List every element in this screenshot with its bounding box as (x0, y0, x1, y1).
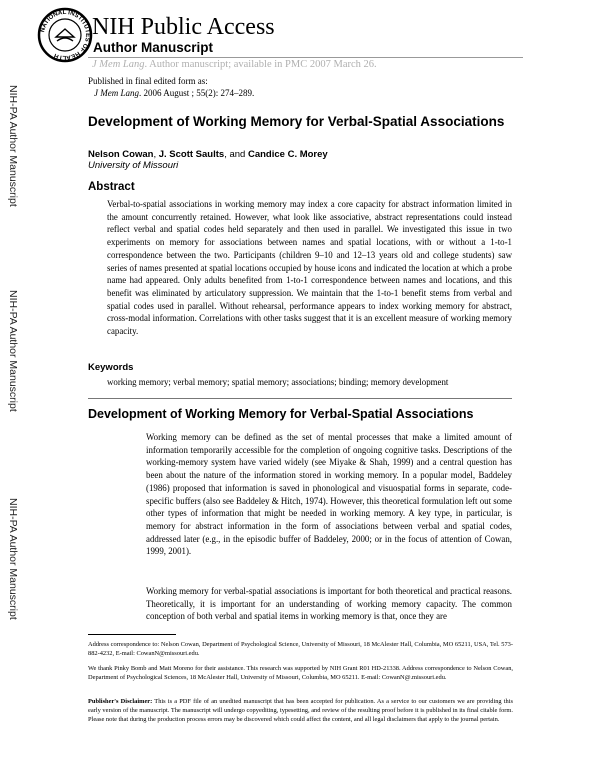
availability-note (92, 59, 377, 70)
author-saults: J. Scott Saults (158, 149, 225, 160)
section-heading: Development of Working Memory for Verbal-Spatial Associations (88, 407, 474, 421)
publication-info (88, 75, 254, 99)
body-paragraph-2: Working memory for verbal-spatial associations is important for both theoretical and practical reasons. Theoretically, it is important for an understanding of working memory capacity. The common conception of both verbal and spatial items in working memory is that, once they are (146, 586, 512, 622)
nih-logo (37, 7, 93, 63)
abstract-heading: Abstract (88, 181, 135, 193)
header-divider (88, 57, 523, 58)
publication-citation: . 2006 August ; 55(2): 274–289. (139, 88, 255, 98)
body-paragraph-1: Working memory can be defined as the set of mental processes that make a limited amount of information temporarily accessible for the completion of ongoing cognitive tasks. Descriptions of the working-memory system have varied widely (see Miyake & Shah, 1999) and a central question has been about the nature of the information stored in working memory. In a popular model, Baddeley (1986) proposed that information is saved in phonological and visuospatial forms in separate, code-specific buffers (also see Baddeley & Hitch, 1974). However, this theoretical formulation left out some other types of information that might be needed in working memory. A key type, in particular, is memory for abstract information in the form of associations between verbal and spatial codes, addressed later (e.g., in the episodic buffer of Baddeley, 2000; or in the focus of attention of Cowan, 1999, 2001). (146, 432, 512, 557)
abstract-text: Verbal-to-spatial associations in working memory may index a core capacity for abstract information limited in the amount concurrently retained. However, what look like associative, abstract representations could instead reflect verbal and spatial codes held separately and then used in parallel. We investigated this issue in two experiments on memory for associations between names and spatial locations, with or without a 1-to-1 correspondence between the two. Participants (children 9–10 and 12–13 years old and college students) saw series of names presented at spatial locations occupied by house icons and indicated the location at which a probe name had appeared. Only adults benefited from 1-to-1 correspondence between names and locations, and this benefit was eliminated by articulatory suppression. We maintain that the 1-to-1 benefit stems from verbal and spatial codes used in parallel. Without rehearsal, performance appears to index working memory for abstract, cross-modal information. Correlations with other tasks suggest that it is an excellent measure of working memory capacity. (107, 199, 512, 337)
affiliation: University of Missouri (88, 160, 179, 171)
footnote-acknowledgments: We thank Pinky Bomb and Matt Moreno for their assistance. This research was supported by NIH Grant R01 HD-21338. Address correspondence to Nelson Cowan, Department of Psychological Sciences, 18 McAlester Hall, University of Missouri, Columbia, MO 65211. E-mail: CowanN@.missouri.edu. (88, 665, 513, 682)
author-morey: Candice C. Morey (247, 149, 328, 160)
publication-journal: J Mem Lang (94, 88, 139, 98)
sidebar-label-2: NIH-PA Author Manuscript (7, 290, 19, 412)
footnote-correspondence: Address correspondence to: Nelson Cowan, Department of Psychological Science, University of Missouri, 18 McAlester Hall, Columbia, MO 65211, USA, Tel. 573-882-4232, E-mail: CowanN@missouri.edu. (88, 641, 513, 658)
disclaimer-text: This is a PDF file of an unedited manuscript that has been accepted for publication. As a service to our customers we are providing this early version of the manuscript. The manuscript will undergo copyediting, typesetting, and review of the resulting proof before it is published in its final citable form. Please note that during the production process errors may be discovered which could affect the content, and all legal disclaimers that apply to the journal pertain. (88, 698, 513, 724)
publication-label: Published in final edited form as: (88, 76, 208, 86)
disclaimer-label: Publisher's Disclaimer: (88, 698, 153, 705)
author-manuscript-label: Author Manuscript (93, 40, 213, 55)
footnote-divider (88, 634, 176, 635)
keywords-text: working memory; verbal memory; spatial memory; associations; binding; memory development (107, 377, 449, 387)
publisher-disclaimer (88, 697, 513, 725)
sidebar-label-1: NIH-PA Author Manuscript (7, 85, 19, 207)
nih-public-access-title: NIH Public Access (92, 14, 275, 40)
author-cowan: Nelson Cowan (88, 149, 154, 160)
sidebar-label-3: NIH-PA Author Manuscript (7, 498, 19, 620)
section-divider (88, 398, 512, 399)
svg-text:NATIONAL INSTITUTES OF HEALTH: NATIONAL INSTITUTES OF HEALTH (39, 8, 92, 62)
author-list: Nelson Cowan, J. Scott Saults, and Candice C. Morey (88, 149, 328, 160)
keywords-heading: Keywords (88, 362, 134, 373)
article-title: Development of Working Memory for Verbal-Spatial Associations (88, 114, 505, 129)
availability-text: . Author manuscript; available in PMC 2007 March 26. (144, 59, 377, 70)
availability-journal: J Mem Lang (92, 59, 145, 70)
